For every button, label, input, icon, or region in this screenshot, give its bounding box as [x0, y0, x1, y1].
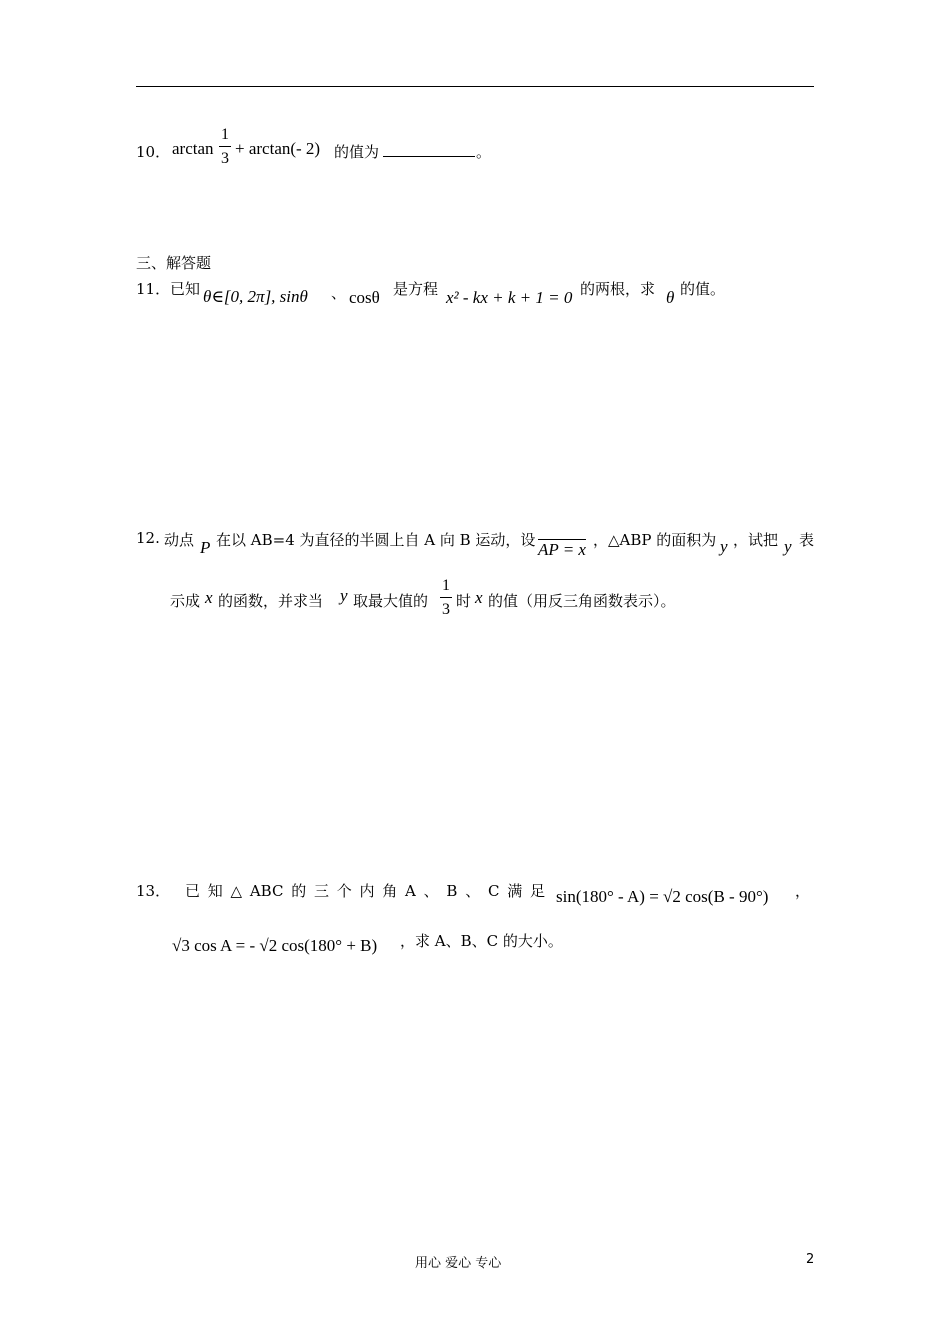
q11-theta: θ — [666, 288, 675, 307]
q12-x-1: x — [205, 588, 213, 607]
q13-text-2: ，求 A、B、C 的大小。 — [400, 932, 563, 950]
footer-slogan: 用心 爱心 专心 — [415, 1256, 502, 1271]
q12-point-p: P — [200, 538, 211, 557]
section-heading: 三、解答题 — [136, 254, 212, 272]
q12-x-2: x — [475, 588, 483, 607]
q11-math-1: θ∈[0, 2π], sinθ — [203, 287, 308, 306]
q10-frac-den: 3 — [221, 150, 229, 167]
q12-line2-e: 的值（用反三角函数表示）。 — [488, 592, 676, 610]
q13-condition-1: sin(180° - A) = √2 cos(B - 90°) — [556, 887, 769, 906]
q10-frac-num: 1 — [221, 126, 229, 143]
q12-fraction — [440, 578, 452, 618]
page-number: 2 — [806, 1252, 815, 1267]
header-rule — [136, 86, 814, 87]
q12-line2-a: 示成 — [170, 592, 201, 610]
q10-fraction — [219, 127, 231, 167]
q11-text-2: 是方程 — [393, 280, 439, 298]
q12-text-2: 在以 AB=4 为直径的半圆上自 A 向 B 运动，设 — [216, 531, 536, 549]
q10-tail: 的值为 — [334, 143, 380, 161]
q12-text-3: ，△ABP 的面积为 — [593, 531, 717, 549]
q13-comma: ， — [795, 882, 811, 900]
q10-number: 10． — [136, 143, 171, 161]
q12-number: 12. — [136, 529, 160, 547]
q10-expression: + arctan(- 2) — [235, 139, 321, 158]
q13-number: 13． — [136, 882, 171, 900]
q11-sep: 、 — [331, 284, 347, 302]
q11-equation: x² - kx + k + 1 = 0 — [446, 288, 573, 307]
q12-arc-ap: AP = x — [538, 540, 586, 559]
q10-end: 。 — [476, 143, 492, 161]
q10-answer-blank — [383, 156, 475, 157]
q13-condition-2: √3 cos A = - √2 cos(180° + B) — [172, 936, 378, 955]
q12-text-4: ，试把 — [733, 531, 779, 549]
q11-text-1: 已知 — [170, 280, 201, 298]
q11-math-2: cosθ — [349, 288, 380, 307]
q12-line2-d: 时 — [456, 592, 472, 610]
q12-line2-c: 取最大值的 — [353, 592, 429, 610]
q12-frac-den: 3 — [442, 601, 450, 618]
q12-frac-num: 1 — [442, 577, 450, 594]
q12-text-1: 动点 — [164, 531, 195, 549]
q12-y-2: y — [784, 537, 792, 556]
q11-number: 11． — [136, 280, 171, 298]
q12-y-1: y — [720, 537, 728, 556]
q11-text-3: 的两根，求 — [580, 280, 656, 298]
q13-text-1: 已 知 △ ABC 的 三 个 内 角 A 、 B 、 C 满 足 — [185, 882, 546, 900]
q10-arctan: arctan — [172, 139, 214, 158]
q12-line2-b: 的函数，并求当 — [218, 592, 324, 610]
q11-text-4: 的值。 — [680, 280, 726, 298]
q12-text-5: 表 — [799, 531, 815, 549]
q12-y-3: y — [340, 586, 348, 605]
